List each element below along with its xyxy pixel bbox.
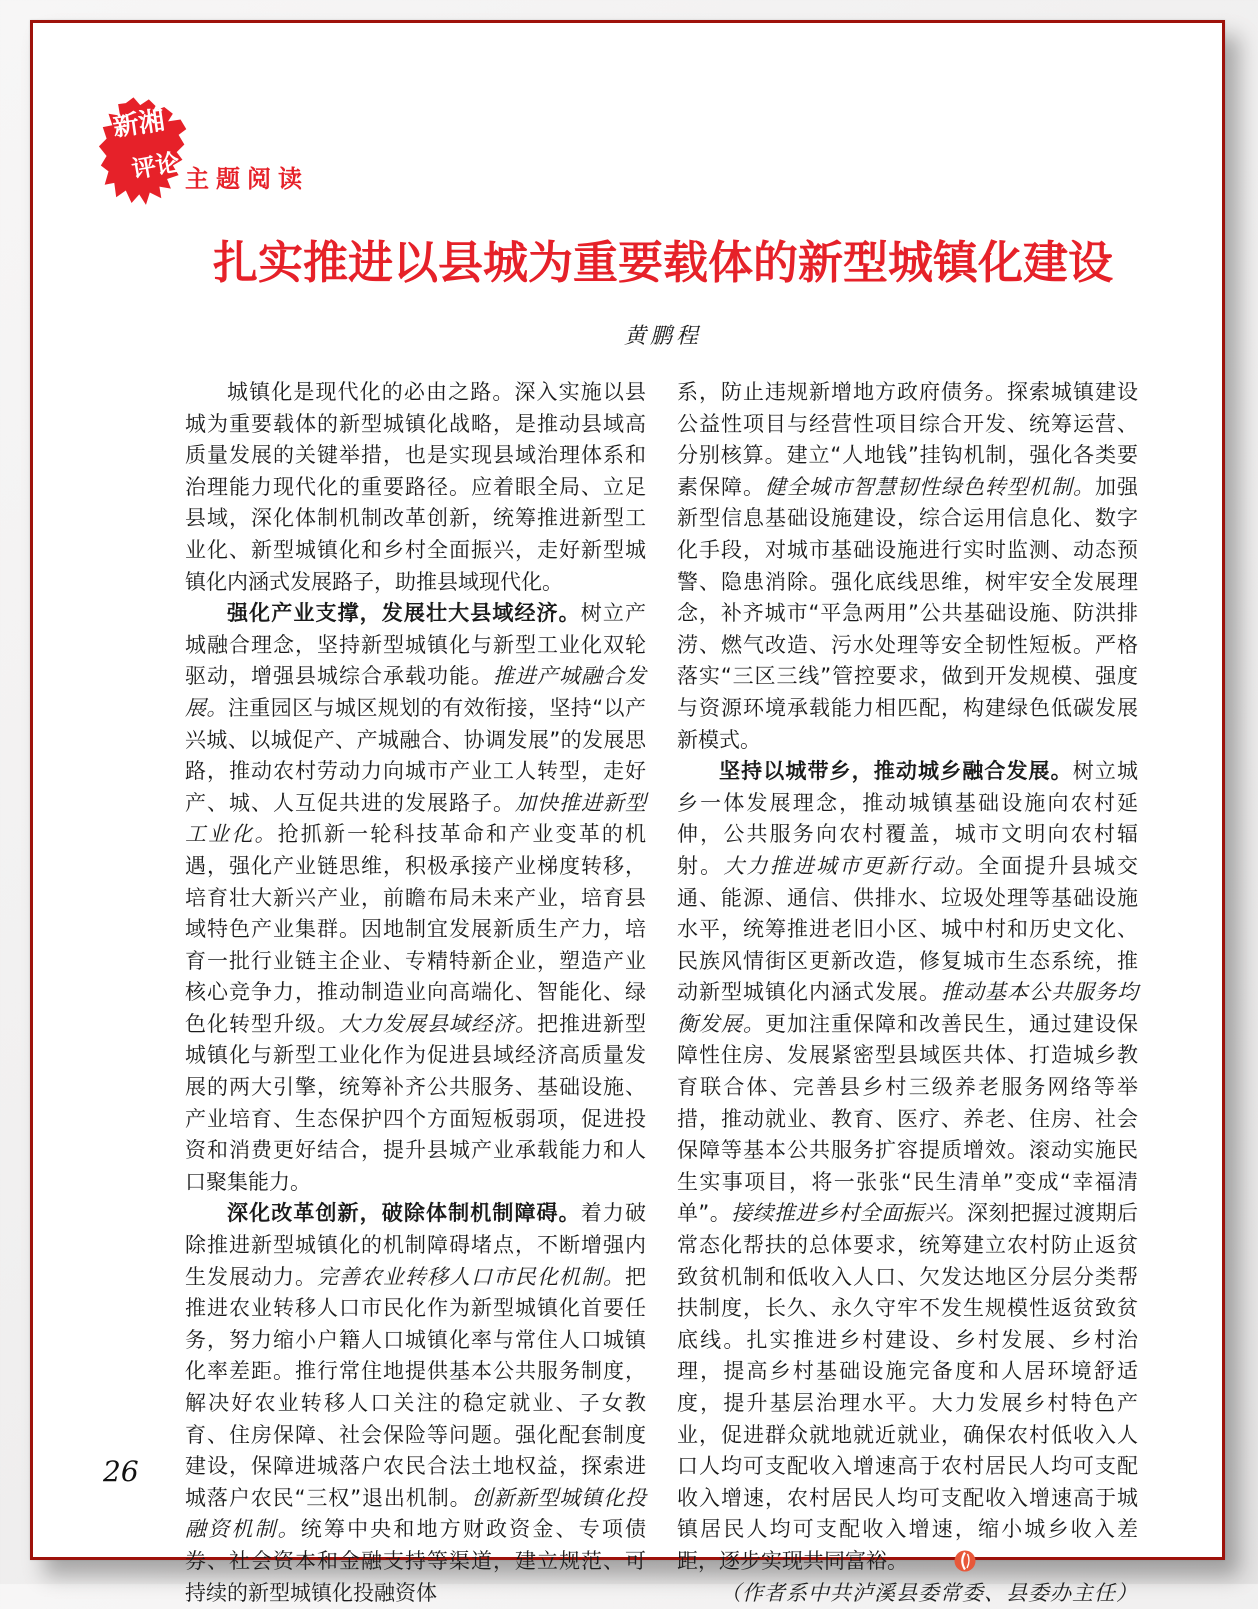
body-paragraph [185, 1198, 646, 1609]
text-run: 着力破除推进新型城镇化的机制障碍堵点，不断增强内生发展动力。 [185, 1201, 647, 1289]
logo-text-top: 新湘 [111, 105, 167, 143]
text-run: 健全城市智慧韧性绿色转型机制。 [765, 474, 1095, 499]
body-paragraph [185, 377, 646, 598]
article-title: 扎实推进以县城为重要载体的新型城镇化建设 [212, 236, 1113, 289]
article-byline [677, 1578, 1138, 1609]
text-run: 大力发展县域经济。 [339, 1011, 537, 1036]
text-run: 树立城乡一体发展理念，推动城镇基础设施向农村延伸，公共服务向农村覆盖，城市文明向农村辐射。 [677, 759, 1139, 878]
magazine-page [30, 20, 1225, 1605]
text-run: 注重园区与城区规划的有效衔接，坚持“以产兴城、以城促产、产城融合、协调发展”的发展思路，推动农村劳动力向城市产业工人转型，走好产、城、人互促共进的发展路子。 [185, 695, 646, 815]
text-run: 树立产城融合理念，坚持新型城镇化与新型工业化双轮驱动，增强县城综合承载功能。 [185, 601, 647, 689]
page-number: 26 [103, 1455, 139, 1488]
text-run: 深刻把握过渡期后常态化帮扶的总体要求，统筹建立农村防止返贫致贫机制和低收入人口、欠发达地区分层分类帮扶制度，长久、永久守牢不发生规模性返贫致贫底线。扎实推进乡村建设、乡村发展、乡村治理，提高乡村基础设施完备度和人居环境舒适度，提升基层治理水平。大力发展乡村特色产业，促进群众就地就近就业，确保农村低收入人口人均可支配收入增速高于农村居民人均可支配收入增速，农村居民人均可支配收入增速高于城镇居民人均可支配收入增速，缩小城乡收入差距，逐步实现共同富裕。 [677, 1201, 1139, 1573]
text-run: 城镇化是现代化的必由之路。深入实施以县城为重要载体的新型城镇化战略，是推动县域高质量发展的关键举措，也是实现县域治理体系和治理能力现代化的重要路径。应着眼全局、立足县域，深化体制机制改革创新，统筹推进新型工业化、新型城镇化和乡村全面振兴，走好新型城镇化内涵式发展路子，助推县域现代化。 [185, 380, 646, 594]
text-run: 接续推进乡村全面振兴。 [731, 1201, 967, 1226]
text-run: 推进产城融合发展。 [185, 664, 646, 720]
text-run: 加强新型信息基础设施建设，综合运用信息化、数字化手段，对城市基础设施进行实时监测、动态预警、隐患消除。强化底线思维，树牢安全发展理念，补齐城市“平急两用”公共基础设施、防洪排涝、燃气改造、污水处理等安全韧性短板。严格落实“三区三线”管控要求，做到开发规模、强度与资源环境承载能力相匹配，构建绿色低碳发展新模式。 [677, 474, 1138, 752]
text-run: 大力推进城市更新行动。 [723, 853, 979, 878]
body-paragraph [677, 377, 1138, 756]
article-end-icon [912, 1550, 934, 1572]
article-column-right [677, 377, 1138, 1609]
text-run: 完善农业转移人口市民化机制。 [317, 1264, 625, 1289]
text-run: 加快推进新型工业化。 [185, 790, 646, 847]
body-paragraph [185, 598, 646, 1198]
text-run: 把推进新型城镇化与新型工业化作为促进县域经济高质量发展的两大引擎，统筹补齐公共服务、基础设施、产业培育、生态保护四个方面短板弱项，促进投资和消费更好结合，提升县城产业承载能力和人口聚集能力。 [185, 1011, 646, 1194]
text-run: 更加注重保障和改善民生，通过建设保障性住房、发展紧密型县域医共体、打造城乡教育联合体、完善县乡村三级养老服务网络等举措，推动就业、教育、医疗、养老、住房、社会保障等基本公共服务扩容提质增效。滚动实施民生实事项目，将一张张“民生清单”变成“幸福清单”。 [677, 1011, 1138, 1226]
logo-text-bottom: 评论 [129, 148, 182, 184]
text-run: 创新新型城镇化投融资机制。 [185, 1485, 647, 1542]
text-run: 系，防止违规新增地方政府债务。探索城镇建设公益性项目与经营性项目综合开发、统筹运营、分别核算。建立“人地钱”挂钩机制，强化各类要素保障。 [677, 380, 1138, 499]
text-run: （作者系中共泸溪县委常委、县委办主任） [720, 1580, 1138, 1605]
text-run: 抢抓新一轮科技革命和产业变革的机遇，强化产业链思维，积极承接产业梯度转移，培育壮大新兴产业，前瞻布局未来产业，培育县域特色产业集群。因地制宜发展新质生产力，培育一批行业链主企业、专精特新企业，塑造产业核心竞争力，推动制造业向高端化、智能化、绿色化转型升级。 [185, 822, 647, 1036]
journal-logo-icon [97, 95, 193, 215]
section-label: 主题阅读 [185, 165, 309, 193]
text-run: 全面提升县城交通、能源、通信、供排水、垃圾处理等基础设施水平，统筹推进老旧小区、城中村和历史文化、民族风情街区更新改造，修复城市生态系统，推动新型城镇化内涵式发展。 [677, 853, 1139, 1005]
text-run: 坚持以城带乡，推动城乡融合发展。 [719, 759, 1073, 784]
body-paragraph [677, 756, 1138, 1577]
text-run: 统筹中央和地方财政资金、专项债券、社会资本和金融支持等渠道，建立规范、可持续的新型城镇化投融资体 [185, 1517, 647, 1605]
text-run: 推动基本公共服务均衡发展。 [677, 980, 1138, 1036]
text-run: 强化产业支撑，发展壮大县域经济。 [227, 601, 581, 626]
text-run: 把推进农业转移人口市民化作为新型城镇化首要任务，努力缩小户籍人口城镇化率与常住人口城镇化率差距。推行常住地提供基本公共服务制度，解决好农业转移人口关注的稳定就业、子女教育、住房保障、社会保险等问题。强化配套制度建设，保障进城落户农民合法土地权益，探索进城落户农民“三权”退出机制。 [185, 1264, 646, 1510]
article-column-left [185, 377, 646, 1609]
text-run: 深化改革创新，破除体制机制障碍。 [227, 1201, 581, 1226]
article-author: 黄鹏程 [623, 324, 702, 349]
